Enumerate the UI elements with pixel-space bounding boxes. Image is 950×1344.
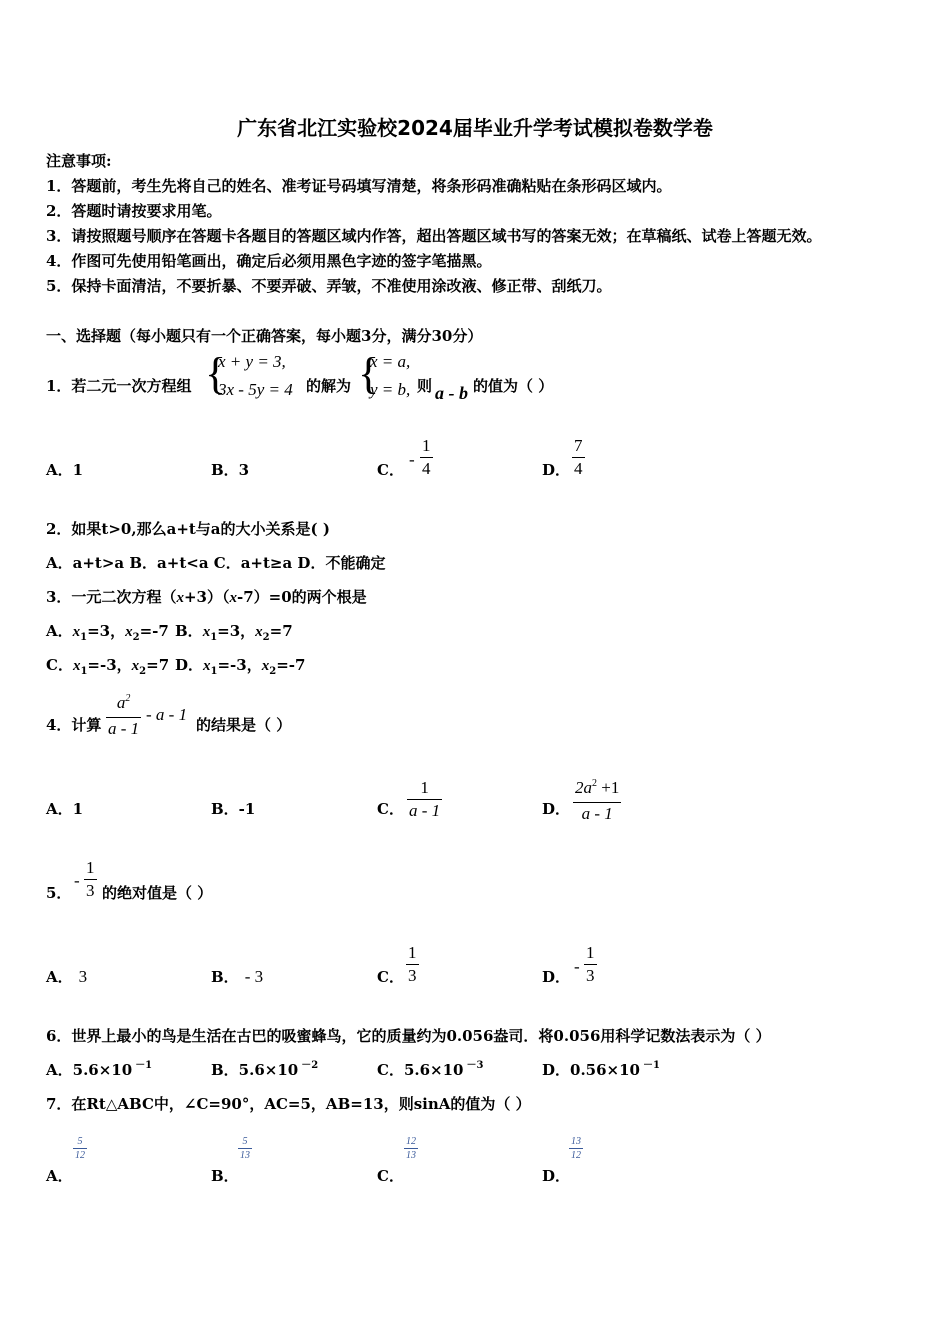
option-c: C． bbox=[377, 461, 404, 479]
fraction bbox=[406, 943, 419, 986]
left-brace-icon: { bbox=[358, 349, 380, 398]
option-b: B．-1 bbox=[211, 800, 256, 818]
numerator: 12 bbox=[406, 1136, 416, 1147]
section-heading: 一、选择题（每小题只有一个正确答案，每小题3分，满分30分） bbox=[46, 327, 483, 345]
notice-item: 1．答题前，考生先将自己的姓名、准考证号码填写清楚，将条形码准确粘贴在条形码区域内。 bbox=[46, 177, 672, 195]
notice-heading: 注意事项: bbox=[46, 152, 112, 170]
q4-prefix: 4．计算 bbox=[46, 716, 102, 734]
option-a: A．1 bbox=[46, 800, 84, 818]
q1-equation-1: x + y = 3, bbox=[218, 352, 286, 371]
q1-mid: 的解为 bbox=[306, 377, 352, 395]
option-c: C．$x_1=-3$，$x_2=7$ bbox=[46, 656, 170, 677]
numerator: 1 bbox=[586, 943, 595, 962]
denominator: a - 1 bbox=[108, 719, 140, 738]
numerator: $2a^2 +1$ bbox=[575, 778, 620, 797]
q4-suffix: 的结果是（ ） bbox=[196, 716, 292, 734]
option-c: C． bbox=[377, 1167, 404, 1185]
minus-sign: - bbox=[574, 957, 580, 976]
q4-rest: - a - 1 bbox=[146, 705, 188, 724]
denominator: a - 1 bbox=[409, 801, 441, 820]
fraction bbox=[572, 436, 585, 479]
option-d: D．$x_1=-3$，$x_2=-7$ bbox=[175, 656, 306, 677]
denominator: 3 bbox=[586, 966, 595, 985]
q1-equation-2: 3x - 5y = 4 bbox=[218, 380, 293, 399]
option-b: B． - 3 bbox=[211, 967, 264, 986]
fraction bbox=[407, 778, 442, 821]
numerator: 1 bbox=[422, 436, 431, 455]
minus-sign: - bbox=[409, 450, 415, 469]
numerator: 5 bbox=[77, 1136, 83, 1147]
option-d: D． bbox=[542, 800, 571, 818]
option-b: B．$x_1=3$，$x_2=7$ bbox=[175, 622, 293, 643]
numerator: 1 bbox=[408, 943, 417, 962]
denominator: 13 bbox=[240, 1150, 250, 1161]
question-2-options: A．a+t>a B．a+t<a C．a+t≥a D．不能确定 bbox=[46, 554, 386, 572]
numerator: 13 bbox=[571, 1136, 581, 1147]
option-c: C． bbox=[377, 968, 404, 986]
option-b: B．3 bbox=[211, 461, 250, 479]
option-b: B． bbox=[211, 1167, 239, 1185]
fraction bbox=[404, 1136, 418, 1161]
q1-suffix: 的值为（ ） bbox=[473, 377, 554, 395]
denominator: 4 bbox=[422, 459, 431, 478]
option-a: A． bbox=[46, 1167, 73, 1185]
fraction bbox=[106, 693, 141, 739]
denominator: 3 bbox=[86, 881, 95, 900]
numerator: 1 bbox=[86, 858, 95, 877]
option-c: C． bbox=[377, 800, 404, 818]
q1-solution-2: y = b, bbox=[370, 380, 411, 399]
denominator: 12 bbox=[75, 1150, 85, 1161]
denominator: a - 1 bbox=[581, 804, 613, 823]
q5-suffix: 的绝对值是（ ） bbox=[102, 884, 213, 902]
question-7-stem: 7．在Rt△ABC中，∠C=90°，AC=5，AB=13，则sinA的值为（ ） bbox=[46, 1095, 531, 1113]
q5-prefix: 5． bbox=[46, 884, 72, 902]
fraction bbox=[73, 1136, 87, 1161]
denominator: 12 bbox=[571, 1150, 581, 1161]
notice-item: 5．保持卡面清洁，不要折暴、不要弄破、弄皱，不准使用涂改液、修正带、刮纸刀。 bbox=[46, 277, 612, 295]
q1-solution-1: x = a, bbox=[370, 352, 411, 371]
fraction bbox=[573, 778, 621, 824]
option-d: D．0.56×10 $^{-1}$ bbox=[542, 1060, 660, 1079]
option-d: D． bbox=[542, 1167, 571, 1185]
fraction bbox=[84, 858, 97, 901]
left-brace-icon: { bbox=[205, 349, 227, 398]
numerator: $a^2$ bbox=[116, 693, 131, 712]
question-6-stem: 6．世界上最小的鸟是生活在古巴的吸蜜蜂鸟，它的质量约为0.056盎司．将0.056用科学记数法表示为（ ） bbox=[46, 1027, 771, 1045]
fraction bbox=[420, 436, 433, 479]
option-b: B．5.6×10 $^{-2}$ bbox=[211, 1060, 319, 1079]
q1-then: 则 bbox=[417, 377, 433, 395]
option-a: A．1 bbox=[46, 461, 84, 479]
option-d: D． bbox=[542, 461, 571, 479]
q1-prefix: 1．若二元一次方程组 bbox=[46, 377, 192, 395]
minus-sign: - bbox=[74, 871, 80, 890]
option-c: C．5.6×10 $^{-3}$ bbox=[377, 1060, 484, 1079]
question-3-stem: 3．一元二次方程（x+3）（x-7）=0的两个根是 bbox=[46, 588, 367, 606]
option-d: D． bbox=[542, 968, 571, 986]
page-title: 广东省北江实验校2024届毕业升学考试模拟卷数学卷 bbox=[237, 116, 713, 140]
q1-expression: a - b bbox=[435, 383, 468, 403]
denominator: 4 bbox=[574, 459, 583, 478]
notice-item: 4．作图可先使用铅笔画出，确定后必须用黑色字迹的签字笔描黑。 bbox=[46, 252, 492, 270]
denominator: 3 bbox=[408, 966, 417, 985]
numerator: 7 bbox=[574, 436, 583, 455]
fraction bbox=[584, 943, 597, 986]
option-a: A．5.6×10 $^{-1}$ bbox=[46, 1060, 153, 1079]
question-2-stem: 2．如果t>0,那么a+t与a的大小关系是( ) bbox=[46, 520, 330, 538]
numerator: 1 bbox=[420, 778, 429, 797]
option-a: A． 3 bbox=[46, 967, 88, 986]
notice-item: 3．请按照题号顺序在答题卡各题目的答题区域内作答，超出答题区域书写的答案无效；在草稿纸、试卷上答题无效。 bbox=[46, 227, 822, 245]
fraction bbox=[238, 1136, 252, 1161]
fraction bbox=[569, 1136, 583, 1161]
denominator: 13 bbox=[406, 1150, 416, 1161]
numerator: 5 bbox=[242, 1136, 248, 1147]
notice-item: 2．答题时请按要求用笔。 bbox=[46, 202, 222, 220]
option-a: A．$x_1=3$，$x_2=-7$ bbox=[46, 622, 169, 643]
